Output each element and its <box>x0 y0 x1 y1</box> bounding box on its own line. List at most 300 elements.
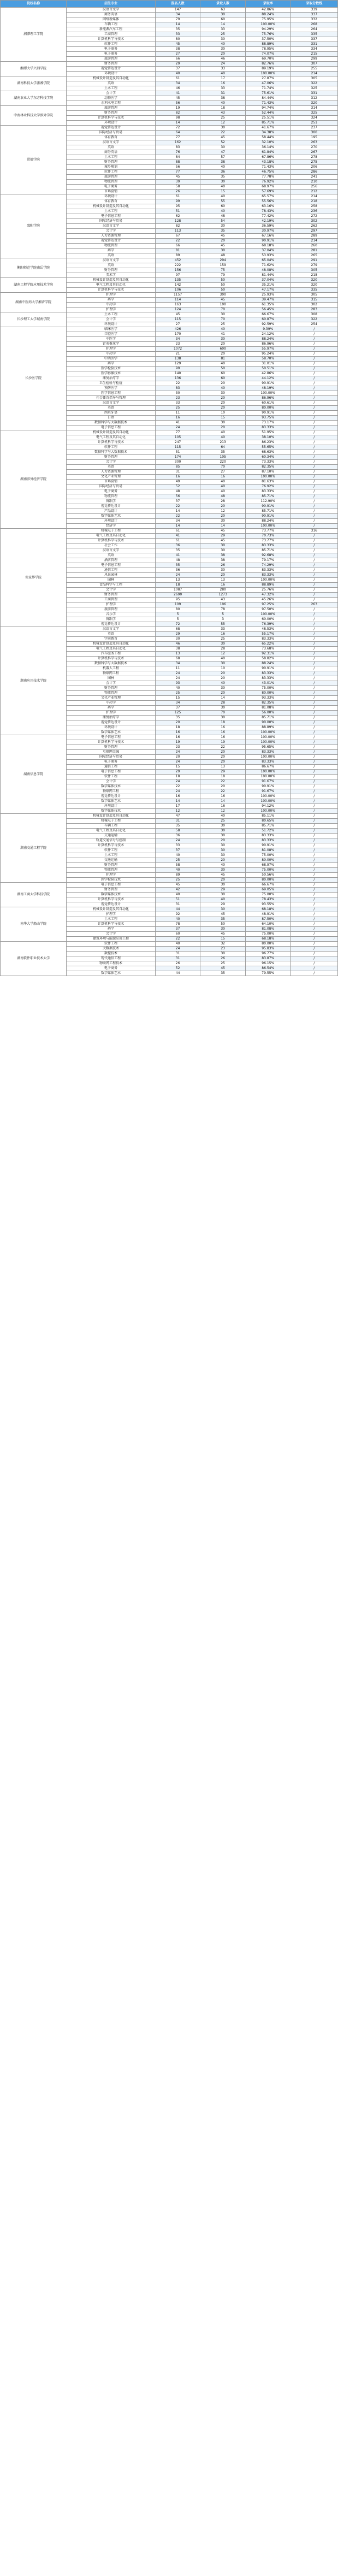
rate-cell: 42.86% <box>245 371 290 376</box>
cutoff-cell: / <box>290 794 337 799</box>
cutoff-cell: / <box>290 588 337 593</box>
admitted-cell: 40 <box>200 327 246 332</box>
cutoff-cell: / <box>290 652 337 657</box>
admitted-cell: 47 <box>200 150 246 155</box>
applicants-cell: 35 <box>155 563 200 568</box>
admitted-cell: 20 <box>200 838 246 843</box>
applicants-cell: 46 <box>155 86 200 91</box>
admitted-cell: 55 <box>200 199 246 204</box>
applicants-cell: 5 <box>155 612 200 617</box>
school-name-cell: 湘潭大学兴湘学院 <box>1 62 67 76</box>
cutoff-cell: / <box>290 494 337 499</box>
applicants-cell: 36 <box>155 834 200 838</box>
cutoff-cell: / <box>290 893 337 897</box>
admitted-cell: 30 <box>200 421 246 426</box>
applicants-cell: 88 <box>155 160 200 165</box>
admitted-cell: 30 <box>200 224 246 229</box>
applicants-cell: 147 <box>155 8 200 13</box>
applicants-cell: 426 <box>155 327 200 332</box>
admitted-cell: 29 <box>200 888 246 893</box>
cutoff-cell: 214 <box>290 239 337 244</box>
header-major: 招生专业 <box>67 1 156 8</box>
admitted-cell: 35 <box>200 175 246 180</box>
cutoff-cell: / <box>290 952 337 956</box>
admitted-cell: 50 <box>200 288 246 293</box>
cutoff-cell: / <box>290 848 337 853</box>
rate-cell: 92.68% <box>245 553 290 558</box>
admitted-cell: 20 <box>200 342 246 347</box>
applicants-cell: 45 <box>155 42 200 47</box>
admitted-cell: 20 <box>200 691 246 696</box>
admitted-cell: 30 <box>200 13 246 17</box>
admitted-cell: 22 <box>200 745 246 750</box>
applicants-cell: 77 <box>155 430 200 435</box>
applicants-cell: 14 <box>155 799 200 804</box>
cutoff-cell: / <box>290 809 337 814</box>
admitted-cell: 75 <box>200 268 246 273</box>
applicants-cell: 48 <box>155 489 200 494</box>
cutoff-cell: 255 <box>290 67 337 72</box>
admitted-cell: 35 <box>200 229 246 234</box>
major-cell: 计算机科学与技术 <box>67 897 156 902</box>
applicants-cell: 16 <box>155 475 200 480</box>
rate-cell: 25.76% <box>245 588 290 593</box>
major-cell: 通信工程 <box>67 568 156 573</box>
major-cell: 旅游管理 <box>67 106 156 111</box>
rate-cell: 100.00% <box>245 799 290 804</box>
admitted-cell: 30 <box>200 126 246 131</box>
rate-cell: 30.97% <box>245 229 290 234</box>
major-cell: 财务管理 <box>67 593 156 598</box>
applicants-cell: 37 <box>155 848 200 853</box>
major-cell: 旅游管理 <box>67 57 156 62</box>
major-cell: 市场营销 <box>67 190 156 194</box>
major-cell: 美术学 <box>67 273 156 278</box>
cutoff-cell: / <box>290 853 337 858</box>
admitted-cell: 38 <box>200 96 246 101</box>
admitted-cell: 48 <box>200 494 246 499</box>
rate-cell: 48.19% <box>245 386 290 391</box>
cutoff-cell: 320 <box>290 278 337 283</box>
admitted-cell: 29 <box>200 534 246 539</box>
cutoff-cell: 335 <box>290 288 337 293</box>
major-cell: 康复治疗学 <box>67 376 156 381</box>
major-cell: 电子商务 <box>67 52 156 57</box>
rate-cell: 63.16% <box>245 204 290 209</box>
applicants-cell: 23 <box>155 342 200 347</box>
table-row <box>1 293 338 298</box>
rate-cell: 83.33% <box>245 671 290 676</box>
school-name-cell: 湖南信息学院 <box>1 735 67 814</box>
admitted-cell: 30 <box>200 853 246 858</box>
cutoff-cell: 206 <box>290 165 337 170</box>
admitted-cell: 45 <box>200 932 246 937</box>
admitted-cell: 70 <box>200 465 246 470</box>
school-name-cell: 湖南工商大学科技学院 <box>1 883 67 907</box>
rate-cell: 47.06% <box>245 81 290 86</box>
major-cell: 财务管理 <box>67 160 156 165</box>
applicants-cell: 64 <box>155 131 200 135</box>
applicants-cell: 16 <box>155 730 200 735</box>
rate-cell: 89.19% <box>245 67 290 72</box>
major-cell: 动物医学 <box>67 96 156 101</box>
rate-cell: 67.16% <box>245 234 290 239</box>
major-cell: 软件工程 <box>67 170 156 175</box>
applicants-cell: 39 <box>155 180 200 185</box>
applicants-cell: 26 <box>155 961 200 966</box>
cutoff-cell: / <box>290 858 337 863</box>
school-name-cell: 湖南应用技术学院 <box>1 627 67 735</box>
major-cell: 英语 <box>67 632 156 637</box>
admitted-cell: 48 <box>200 253 246 258</box>
cutoff-cell: / <box>290 548 337 553</box>
rate-cell: 88.89% <box>245 42 290 47</box>
rate-cell: 78.43% <box>245 209 290 214</box>
major-cell: 国际经济与贸易 <box>67 485 156 489</box>
cutoff-cell: / <box>290 956 337 961</box>
applicants-cell: 41 <box>155 553 200 558</box>
cutoff-cell: / <box>290 426 337 430</box>
admitted-cell: 40 <box>200 480 246 485</box>
cutoff-cell: / <box>290 755 337 760</box>
cutoff-cell: 289 <box>290 234 337 239</box>
major-cell: 社会体育指导与管理 <box>67 396 156 401</box>
admitted-cell: 13 <box>200 765 246 770</box>
table-row <box>1 327 338 332</box>
rate-cell: 56.45% <box>245 308 290 312</box>
major-cell: 物联网工程 <box>67 789 156 794</box>
school-name-cell: 湘潭理工学院 <box>1 8 67 62</box>
major-cell: 数字媒体艺术 <box>67 514 156 519</box>
rate-cell: 90.00% <box>245 720 290 725</box>
major-cell: 康复治疗学 <box>67 716 156 720</box>
major-cell: 计算机科学与技术 <box>67 740 156 745</box>
major-cell: 中药学 <box>67 352 156 357</box>
major-cell: 财务管理 <box>67 111 156 116</box>
admitted-cell: 40 <box>200 386 246 391</box>
school-name-cell: 湖南农业大学东方科技学院 <box>1 91 67 106</box>
major-cell: 医学信息工程 <box>67 391 156 396</box>
admitted-cell: 30 <box>200 686 246 691</box>
major-cell: 水利水电工程 <box>67 101 156 106</box>
admitted-cell: 30 <box>200 337 246 342</box>
admitted-cell: 20 <box>200 426 246 430</box>
major-cell: 计算机科学与技术 <box>67 116 156 121</box>
rate-cell: 94.29% <box>245 27 290 32</box>
applicants-cell: 115 <box>155 317 200 322</box>
school-name-cell: 长沙理工大学城南学院 <box>1 312 67 327</box>
major-cell: 视觉传达设计 <box>67 622 156 627</box>
rate-cell: 78.95% <box>245 47 290 52</box>
rate-cell: 60.61% <box>245 401 290 406</box>
major-cell: 新能源汽车工程 <box>67 27 156 32</box>
applicants-cell: 66 <box>155 244 200 249</box>
rate-cell: 53.93% <box>245 253 290 258</box>
cutoff-cell: / <box>290 888 337 893</box>
admitted-cell: 30 <box>200 568 246 573</box>
rate-cell: 91.67% <box>245 789 290 794</box>
table-row <box>1 529 338 534</box>
major-cell: 药学 <box>67 249 156 253</box>
admitted-cell: 30 <box>200 868 246 873</box>
major-cell: 机械设计制造及其自动化 <box>67 204 156 209</box>
major-cell: 财务管理 <box>67 268 156 273</box>
admitted-cell: 100 <box>200 303 246 308</box>
admitted-cell: 45 <box>200 298 246 303</box>
table-body <box>1 8 338 976</box>
major-cell: 中西医学 <box>67 357 156 362</box>
rate-cell: 73.68% <box>245 647 290 652</box>
applicants-cell: 48 <box>155 558 200 563</box>
applicants-cell: 44 <box>155 971 200 976</box>
applicants-cell: 25 <box>155 406 200 411</box>
major-cell: 计算机科学与技术 <box>67 843 156 848</box>
cutoff-cell: / <box>290 485 337 489</box>
rate-cell: 50.51% <box>245 367 290 371</box>
cutoff-cell: / <box>290 430 337 435</box>
applicants-cell: 11 <box>155 411 200 416</box>
rate-cell: 70.73% <box>245 534 290 539</box>
applicants-cell: 78 <box>155 922 200 927</box>
major-cell: 数据科学与大数据技术 <box>67 450 156 455</box>
major-cell: 会计学 <box>67 932 156 937</box>
applicants-cell: 18 <box>155 725 200 730</box>
rate-cell: 60.00% <box>245 617 290 622</box>
applicants-cell: 5 <box>155 617 200 622</box>
table-row <box>1 8 338 13</box>
rate-cell: 68.63% <box>245 450 290 455</box>
cutoff-cell: 283 <box>290 308 337 312</box>
cutoff-cell: / <box>290 819 337 824</box>
major-cell: 电子信息工程 <box>67 426 156 430</box>
cutoff-cell: / <box>290 607 337 612</box>
cutoff-cell: / <box>290 578 337 583</box>
admitted-cell: 31 <box>200 91 246 96</box>
major-cell: 数字媒体技术 <box>67 809 156 814</box>
rate-cell: 9.39% <box>245 327 290 332</box>
major-cell: 电子商务 <box>67 966 156 971</box>
rate-cell: 100.00% <box>245 475 290 480</box>
rate-cell: 60.87% <box>245 317 290 322</box>
applicants-cell: 34 <box>155 701 200 706</box>
school-name-cell: 常德学院 <box>1 126 67 194</box>
rate-cell: 60.34% <box>245 455 290 460</box>
cutoff-cell: 251 <box>290 121 337 126</box>
major-cell: 机械设计制造及其自动化 <box>67 907 156 912</box>
applicants-cell: 68 <box>155 657 200 661</box>
applicants-cell: 24 <box>155 789 200 794</box>
major-cell: 旅游管理 <box>67 175 156 180</box>
rate-cell: 90.91% <box>245 843 290 848</box>
applicants-cell: 247 <box>155 440 200 445</box>
major-cell: 会计学 <box>67 588 156 593</box>
rate-cell: 81.08% <box>245 848 290 853</box>
admitted-cell: 15 <box>200 416 246 421</box>
applicants-cell: 22 <box>155 784 200 789</box>
major-cell: 护理学 <box>67 912 156 917</box>
cutoff-cell: 325 <box>290 86 337 91</box>
cutoff-cell: 267 <box>290 150 337 155</box>
rate-cell: 97.25% <box>245 602 290 607</box>
rate-cell: 55.17% <box>245 632 290 637</box>
rate-cell: 94.74% <box>245 106 290 111</box>
applicants-cell: 135 <box>155 278 200 283</box>
admitted-cell: 14 <box>200 22 246 27</box>
applicants-cell: 162 <box>155 140 200 145</box>
applicants-cell: 98 <box>155 116 200 121</box>
rate-cell: 83.33% <box>245 676 290 681</box>
rate-cell: 85.71% <box>245 716 290 720</box>
major-cell: 土木工程 <box>67 155 156 160</box>
cutoff-cell: / <box>290 834 337 838</box>
cutoff-cell: 268 <box>290 22 337 27</box>
rate-cell: 73.77% <box>245 529 290 534</box>
applicants-cell: 99 <box>155 367 200 371</box>
admitted-cell: 3 <box>200 617 246 622</box>
major-cell: 工商管理 <box>67 32 156 37</box>
major-cell: 电子商务 <box>67 760 156 765</box>
cutoff-cell: / <box>290 332 337 337</box>
rate-cell: 68.18% <box>245 244 290 249</box>
major-cell: 数控技术 <box>67 952 156 956</box>
admitted-cell: 22 <box>200 789 246 794</box>
applicants-cell: 20 <box>155 720 200 725</box>
applicants-cell: 300 <box>155 460 200 465</box>
rate-cell: 48.91% <box>245 912 290 917</box>
cutoff-cell: / <box>290 814 337 819</box>
applicants-cell: 89 <box>155 253 200 258</box>
applicants-cell: 138 <box>155 357 200 362</box>
major-cell: 商务英语 <box>67 150 156 155</box>
admitted-cell: 45 <box>200 966 246 971</box>
admitted-cell: 63 <box>200 8 246 13</box>
table-row <box>1 312 338 317</box>
major-cell: 英语 <box>67 81 156 86</box>
applicants-cell: 23 <box>155 745 200 750</box>
major-cell: 国际经济与贸易 <box>67 131 156 135</box>
applicants-cell: 34 <box>155 519 200 524</box>
applicants-cell: 109 <box>155 602 200 607</box>
applicants-cell: 97 <box>155 273 200 278</box>
applicants-cell: 125 <box>155 711 200 716</box>
major-cell: 电子信息工程 <box>67 883 156 888</box>
cutoff-cell: 258 <box>290 204 337 209</box>
major-cell: 环境设计 <box>67 519 156 524</box>
major-cell: 视觉传达设计 <box>67 794 156 799</box>
admitted-cell: 23 <box>200 947 246 952</box>
applicants-cell: 136 <box>155 376 200 381</box>
admitted-cell: 40 <box>200 185 246 190</box>
rate-cell: 25.51% <box>245 116 290 121</box>
admitted-cell: 600 <box>200 347 246 352</box>
cutoff-cell: / <box>290 327 337 332</box>
rate-cell: 83.33% <box>245 568 290 573</box>
cutoff-cell: / <box>290 357 337 362</box>
admitted-cell: 55 <box>200 622 246 627</box>
rate-cell: 93.75% <box>245 416 290 421</box>
major-cell: 土木工程 <box>67 86 156 91</box>
admitted-cell: 79 <box>200 273 246 278</box>
major-cell: 机器人工程 <box>67 666 156 671</box>
admitted-cell: 30 <box>200 548 246 553</box>
rate-cell: 81.44% <box>245 273 290 278</box>
rate-cell: 100.00% <box>245 735 290 740</box>
cutoff-cell: / <box>290 912 337 917</box>
admitted-cell: 35 <box>200 971 246 976</box>
rate-cell: 90.91% <box>245 381 290 386</box>
cutoff-cell: / <box>290 966 337 971</box>
rate-cell: 78.43% <box>245 897 290 902</box>
major-cell: 计算机科学与技术 <box>67 288 156 293</box>
applicants-cell: 2690 <box>155 593 200 598</box>
admitted-cell: 70 <box>200 308 246 312</box>
rate-cell: 100.00% <box>245 775 290 779</box>
rate-cell: 68.97% <box>245 863 290 868</box>
applicants-cell: 77 <box>155 135 200 140</box>
cutoff-cell: / <box>290 499 337 504</box>
rate-cell: 67.86% <box>245 155 290 160</box>
major-cell: 环境设计 <box>67 322 156 327</box>
school-name-cell: 南华大学船山学院 <box>1 907 67 942</box>
rate-cell: 80.00% <box>245 691 290 696</box>
rate-cell: 95.24% <box>245 352 290 357</box>
rate-cell: 97.50% <box>245 607 290 612</box>
rate-cell: 65.04% <box>245 258 290 263</box>
applicants-cell: 222 <box>155 263 200 268</box>
rate-cell: 81.08% <box>245 706 290 711</box>
admitted-cell: 50 <box>200 283 246 288</box>
admitted-cell: 16 <box>200 730 246 735</box>
admitted-cell: 14 <box>200 524 246 529</box>
major-cell: 药学 <box>67 362 156 367</box>
applicants-cell: 16 <box>155 794 200 799</box>
admitted-cell: 30 <box>200 706 246 711</box>
rate-cell: 93.33% <box>245 696 290 701</box>
cutoff-cell: 262 <box>290 224 337 229</box>
cutoff-cell: / <box>290 696 337 701</box>
rate-cell: 95.83% <box>245 947 290 952</box>
cutoff-cell: 331 <box>290 91 337 96</box>
applicants-cell: 24 <box>155 573 200 578</box>
admitted-cell: 20 <box>200 396 246 401</box>
rate-cell: 90.91% <box>245 239 290 244</box>
admitted-cell: 17 <box>200 76 246 81</box>
cutoff-cell: 272 <box>290 214 337 219</box>
admitted-cell: 20 <box>200 671 246 676</box>
cutoff-cell: / <box>290 750 337 755</box>
cutoff-cell: 265 <box>290 253 337 258</box>
admitted-cell: 12 <box>200 121 246 126</box>
applicants-cell: 80 <box>155 607 200 612</box>
cutoff-cell: 299 <box>290 57 337 62</box>
admitted-cell: 52 <box>200 140 246 145</box>
applicants-cell: 34 <box>155 13 200 17</box>
cutoff-cell: / <box>290 568 337 573</box>
cutoff-cell: / <box>290 843 337 848</box>
applicants-cell: 40 <box>155 942 200 947</box>
admitted-cell: 12 <box>200 809 246 814</box>
major-cell: 园林 <box>67 578 156 583</box>
admitted-cell: 30 <box>200 893 246 897</box>
admitted-cell: 50 <box>200 278 246 283</box>
rate-cell: 84.44% <box>245 96 290 101</box>
major-cell: 网络新媒体 <box>67 17 156 22</box>
rate-cell: 75.95% <box>245 17 290 22</box>
cutoff-cell: / <box>290 598 337 602</box>
admitted-cell: 40 <box>200 42 246 47</box>
major-cell: 英语 <box>67 553 156 558</box>
cutoff-cell: 297 <box>290 229 337 234</box>
